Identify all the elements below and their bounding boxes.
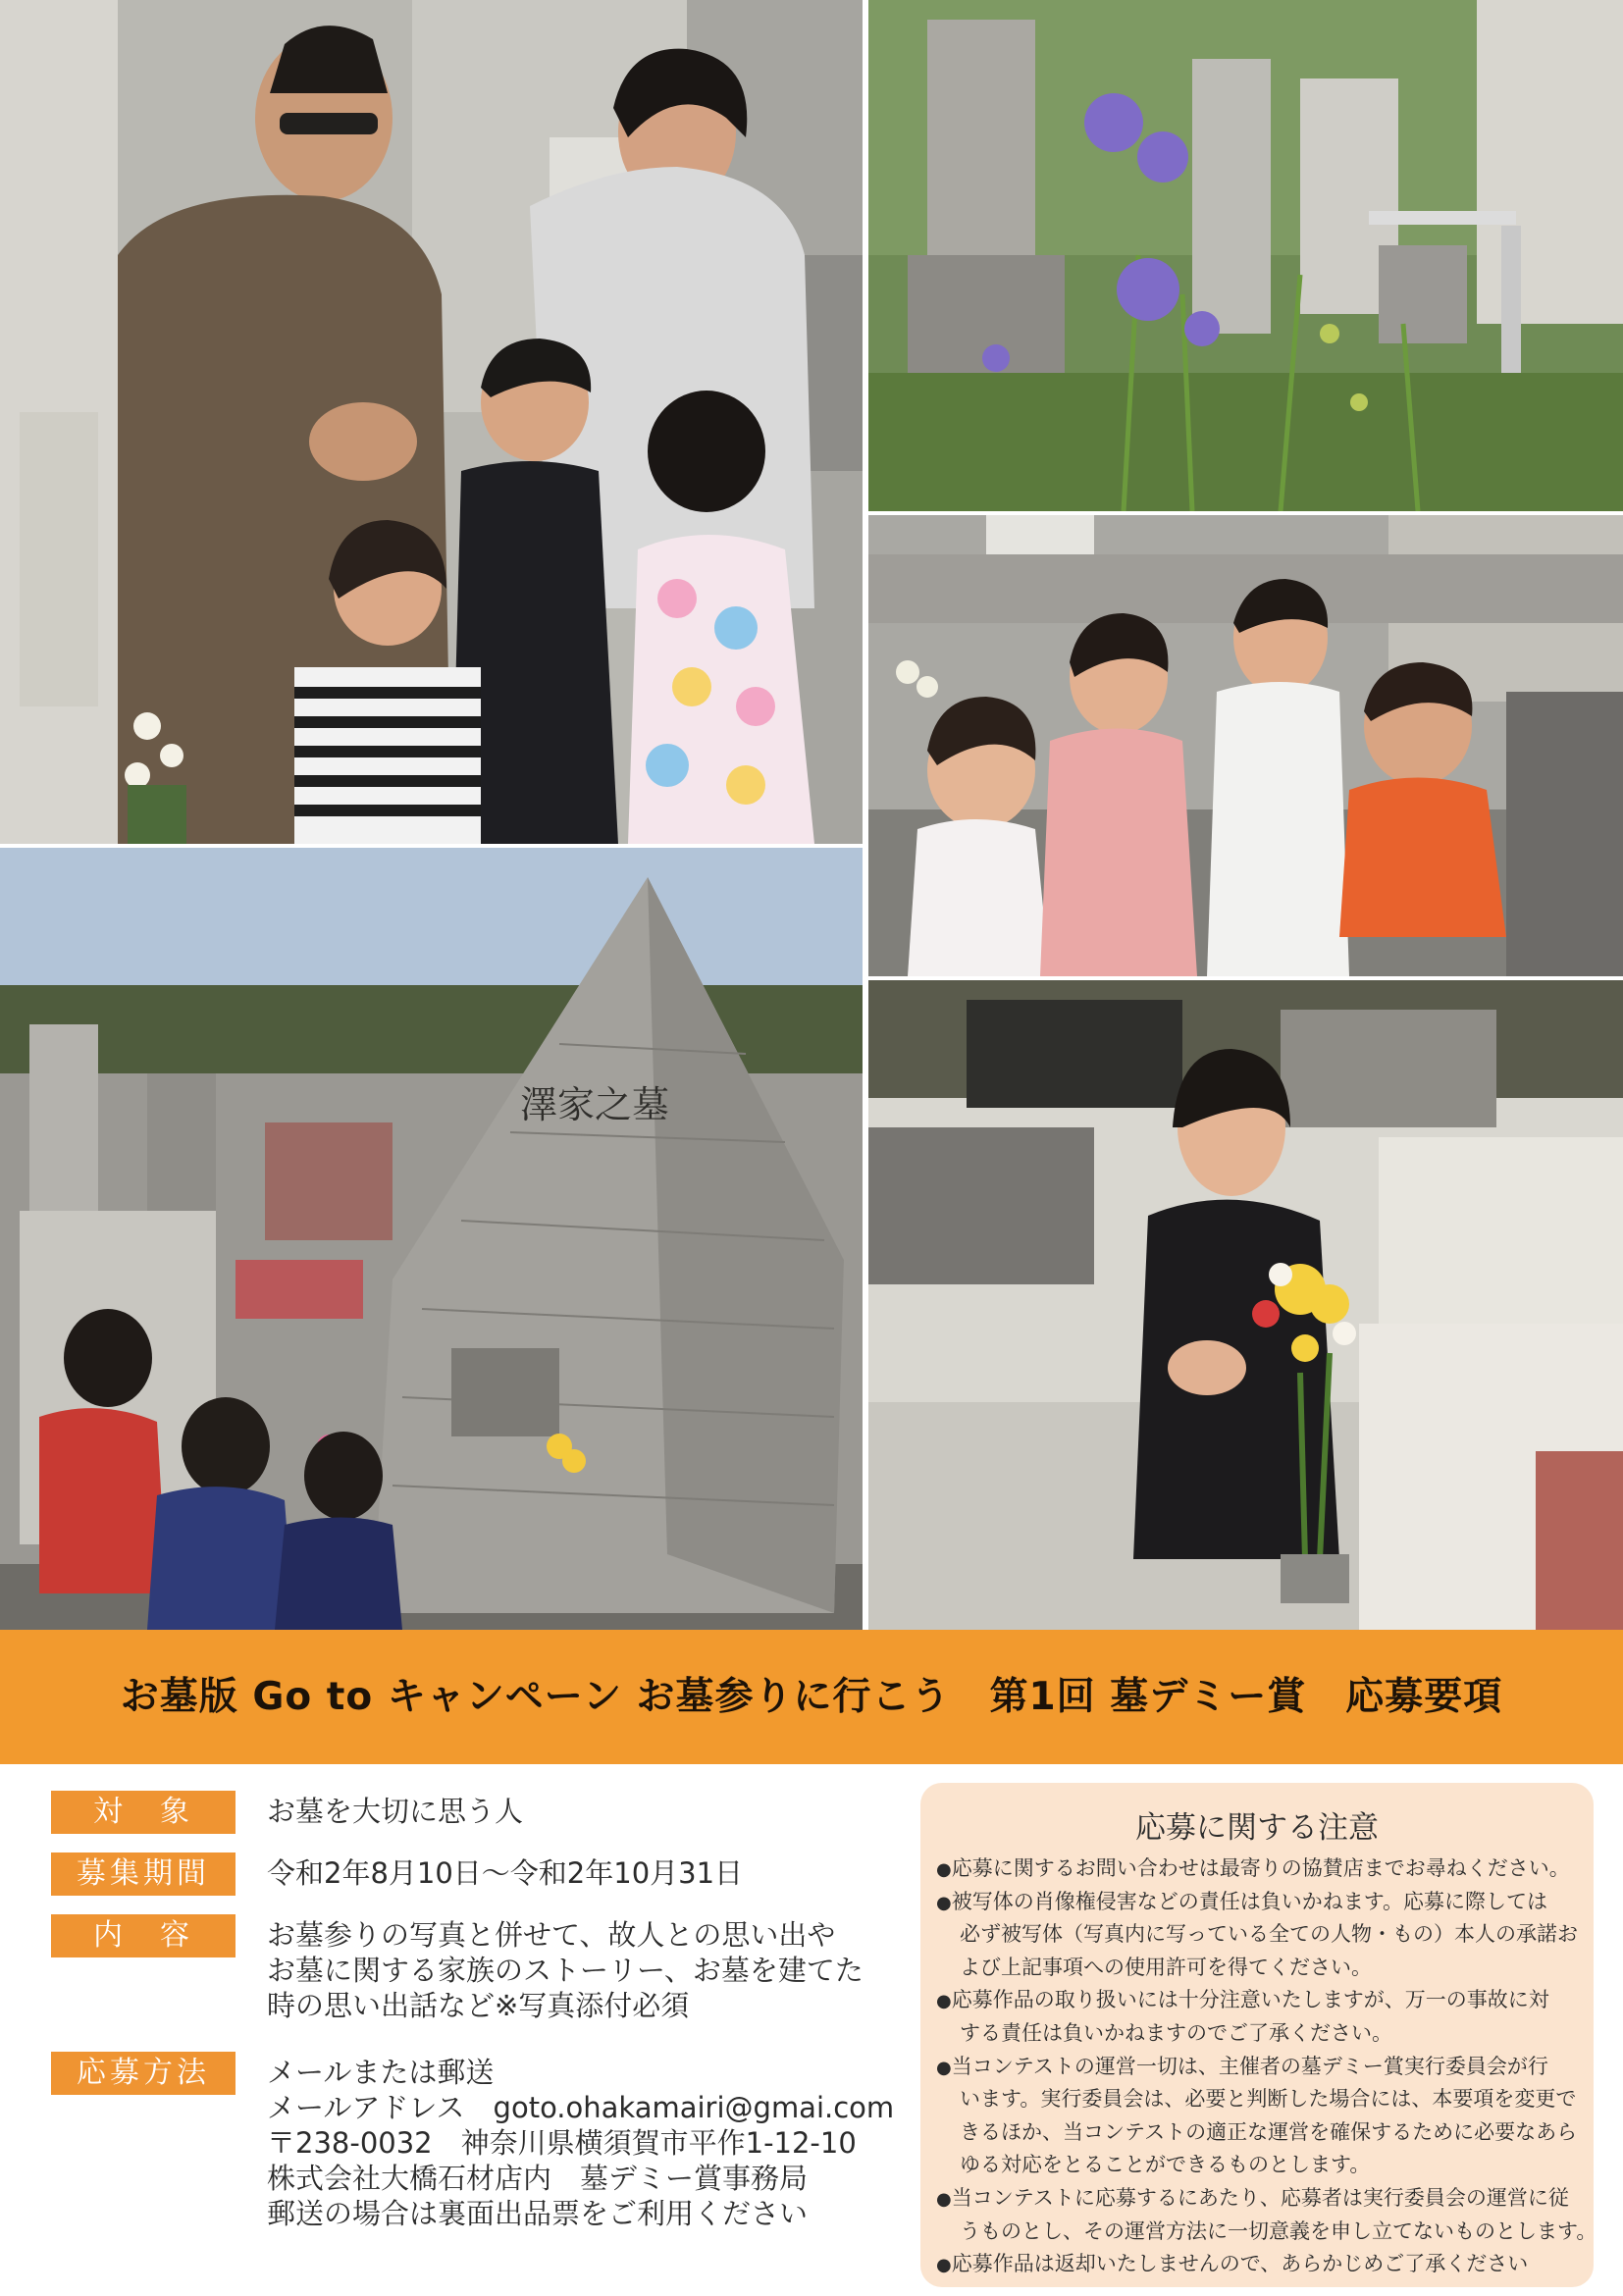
- method-office: 株式会社大橋石材店内 墓デミー賞事務局: [267, 2162, 809, 2195]
- notes-title: 応募に関する注意: [1135, 1810, 1379, 1846]
- notes-line: [960, 1919, 1578, 1949]
- notes-line-text: 必ず被写体（写真内に写っている全ての人物・もの）本人の承諾お: [960, 1922, 1578, 1947]
- method-email: メールアドレス goto.ohakamairi@gmai.com: [267, 2091, 895, 2124]
- notes-line: [960, 2018, 1392, 2048]
- method-address: 〒238-0032 神奈川県横須賀市平作1-12-10: [267, 2126, 857, 2160]
- notes-line: [960, 2217, 1597, 2246]
- notes-line: [936, 1853, 1570, 1885]
- notes-line: [936, 2249, 1528, 2280]
- content-line-1: お墓参りの写真と併せて、故人との思い出や: [267, 1918, 836, 1952]
- notes-line-text: います。実行委員会は、必要と判断した場合には、本要項を変更で: [960, 2087, 1577, 2112]
- content-line-2: お墓に関する家族のストーリー、お墓を建てた: [267, 1954, 864, 1987]
- notes-line-text: きるほか、当コンテストの適正な運営を確保するために必要なあら: [960, 2119, 1578, 2144]
- notes-line: [936, 1985, 1549, 2016]
- bullet-icon: ●: [936, 1859, 952, 1880]
- campaign-title: お墓版 Go to キャンペーン お墓参りに行こう 第1回 墓デミー賞 応募要項: [120, 1675, 1503, 1719]
- method-line-1: メールまたは郵送: [267, 2056, 495, 2089]
- notes-line: [960, 1953, 1372, 1982]
- bullet-icon: ●: [936, 1991, 952, 2012]
- photo-family-praying: [0, 0, 863, 844]
- photo-four-children: [868, 515, 1623, 976]
- period-text: 令和2年8月10日～令和2年10月31日: [267, 1856, 744, 1890]
- notes-line: [960, 2117, 1577, 2147]
- notes-line-text: 応募に関するお問い合わせは最寄りの協賛店までお尋ねください。: [951, 1856, 1570, 1880]
- notes-box: [920, 1783, 1597, 2287]
- notes-line-text: よび上記事項への使用許可を得てください。: [960, 1955, 1372, 1979]
- notes-line-text: 当コンテストの運営一切は、主催者の墓デミー賞実行委員会が行: [951, 2054, 1548, 2078]
- bullet-icon: ●: [936, 2189, 952, 2210]
- bullet-icon: ●: [936, 1892, 952, 1913]
- method-label: 応募方法: [51, 2052, 236, 2095]
- target-label: 対 象: [51, 1791, 236, 1834]
- notes-line: [960, 2150, 1370, 2179]
- photo-balloon-flowers: [868, 0, 1623, 511]
- photo-pyramid-grave: [0, 848, 863, 1630]
- method-mail-note: 郵送の場合は裏面出品票をご利用ください: [267, 2197, 809, 2230]
- notes-line: [936, 2052, 1548, 2083]
- notes-line: [936, 1887, 1547, 1918]
- target-text: お墓を大切に思う人: [267, 1795, 524, 1828]
- pyramid-inscription: 澤家之墓: [520, 1083, 670, 1126]
- notes-line-text: うものとし、その運営方法に一切意義を申し立てないものとします。: [960, 2218, 1597, 2243]
- notes-line-text: 応募作品の取り扱いには十分注意いたしますが、万一の事故に対: [951, 1988, 1549, 2012]
- photo-woman-flowers: [868, 980, 1623, 1630]
- title-band: [0, 1630, 1623, 1764]
- bullet-icon: ●: [936, 2255, 952, 2276]
- period-label: 募集期間: [51, 1852, 236, 1896]
- notes-line: [936, 2183, 1569, 2215]
- notes-line-text: 当コンテストに応募するにあたり、応募者は実行委員会の運営に従: [951, 2186, 1569, 2210]
- bullet-icon: ●: [936, 2057, 952, 2078]
- notes-line-text: 被写体の肖像権侵害などの責任は負いかねます。応募に際しては: [951, 1889, 1548, 1913]
- notes-line-text: ゆる対応をとることができるものとします。: [960, 2153, 1371, 2177]
- notes-line-text: 応募作品は返却いたしませんので、あらかじめご了承ください: [951, 2252, 1529, 2276]
- content-label: 内 容: [51, 1914, 236, 1957]
- notes-line: [960, 2084, 1576, 2113]
- notes-line-text: する責任は負いかねますのでご了承ください。: [960, 2021, 1392, 2045]
- content-line-3: 時の思い出話など※写真添付必須: [267, 1989, 690, 2022]
